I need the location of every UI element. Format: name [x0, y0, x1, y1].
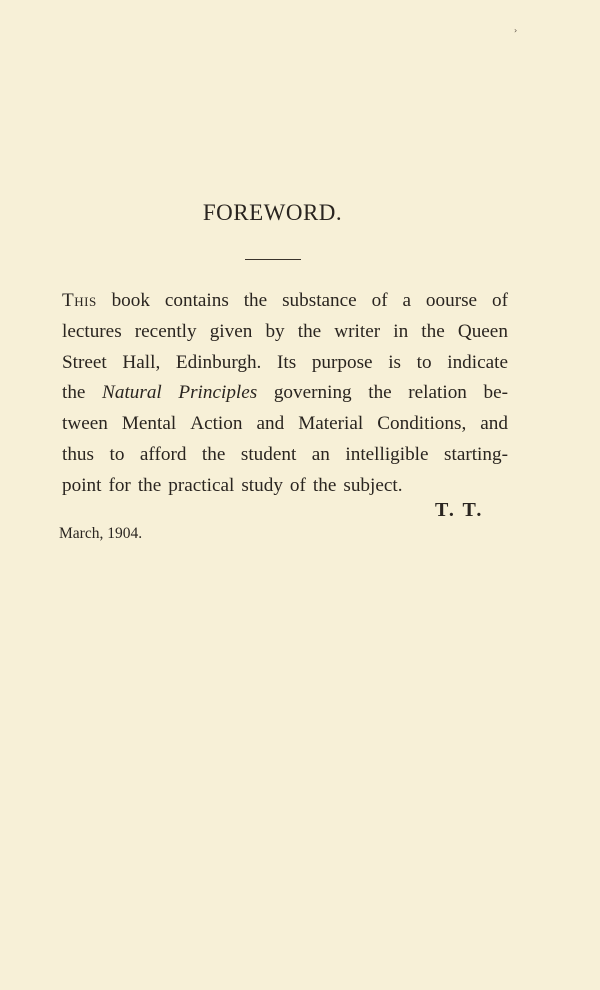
- word: intelligible: [345, 443, 429, 465]
- word: Action: [190, 413, 243, 435]
- word: Hall,: [122, 351, 161, 373]
- word: afford: [139, 443, 187, 465]
- word: in: [393, 320, 409, 342]
- word: given: [209, 320, 253, 342]
- word: is: [388, 351, 402, 373]
- word: of: [289, 474, 306, 496]
- word: lectures: [62, 320, 122, 342]
- text-line: [62, 409, 508, 440]
- text-line: [62, 286, 508, 317]
- word: relation: [408, 382, 467, 404]
- corner-mark: ›: [514, 26, 518, 35]
- word: Street: [62, 351, 107, 373]
- word: Its: [277, 351, 297, 373]
- word: the: [312, 474, 337, 496]
- word: practical: [168, 474, 235, 496]
- word: for: [108, 474, 131, 496]
- author-initials: T. T.: [435, 499, 484, 521]
- word: and: [256, 413, 285, 435]
- word: thus: [62, 443, 94, 465]
- word: Conditions,: [377, 413, 467, 435]
- word: a: [402, 290, 412, 311]
- text-line: [62, 471, 508, 502]
- word: by: [265, 320, 285, 342]
- text-line: [62, 317, 508, 348]
- word: the: [368, 382, 392, 404]
- word: to: [416, 351, 432, 373]
- page-title: FOREWORD.: [202, 200, 343, 225]
- text-line: [62, 440, 508, 471]
- word: Edinburgh.: [175, 351, 262, 373]
- word: and: [480, 413, 508, 435]
- foreword-date: March, 1904.: [59, 525, 143, 542]
- word: the: [201, 443, 226, 465]
- word: Principles: [178, 382, 258, 404]
- word: the: [297, 320, 322, 342]
- word: study: [241, 474, 283, 496]
- word: of: [371, 290, 388, 311]
- word: subject.: [343, 474, 403, 496]
- word: Natural: [102, 382, 162, 404]
- text-line: [62, 348, 508, 379]
- word: the: [62, 382, 86, 404]
- word: starting-: [444, 443, 508, 465]
- word: Material: [298, 413, 364, 435]
- word: governing: [273, 382, 352, 404]
- title-divider: [245, 259, 301, 260]
- word: This: [62, 290, 97, 311]
- word: tween: [62, 413, 108, 435]
- word: writer: [334, 320, 381, 342]
- word: oourse: [425, 290, 478, 311]
- word: indicate: [447, 351, 508, 373]
- word: of: [491, 290, 508, 311]
- word: student: [240, 443, 297, 465]
- word: point: [62, 474, 102, 496]
- text-line: [62, 378, 508, 409]
- word: the: [137, 474, 162, 496]
- word: Mental: [121, 413, 177, 435]
- word: substance: [282, 290, 357, 311]
- foreword-paragraph: [62, 286, 508, 502]
- word: Queen: [457, 320, 508, 342]
- word: contains: [164, 290, 229, 311]
- word: recently: [134, 320, 197, 342]
- word: book: [111, 290, 150, 311]
- word: the: [421, 320, 445, 342]
- word: to: [109, 443, 125, 465]
- word: an: [311, 443, 330, 465]
- word: purpose: [311, 351, 373, 373]
- word: be-: [483, 382, 508, 404]
- word: the: [243, 290, 268, 311]
